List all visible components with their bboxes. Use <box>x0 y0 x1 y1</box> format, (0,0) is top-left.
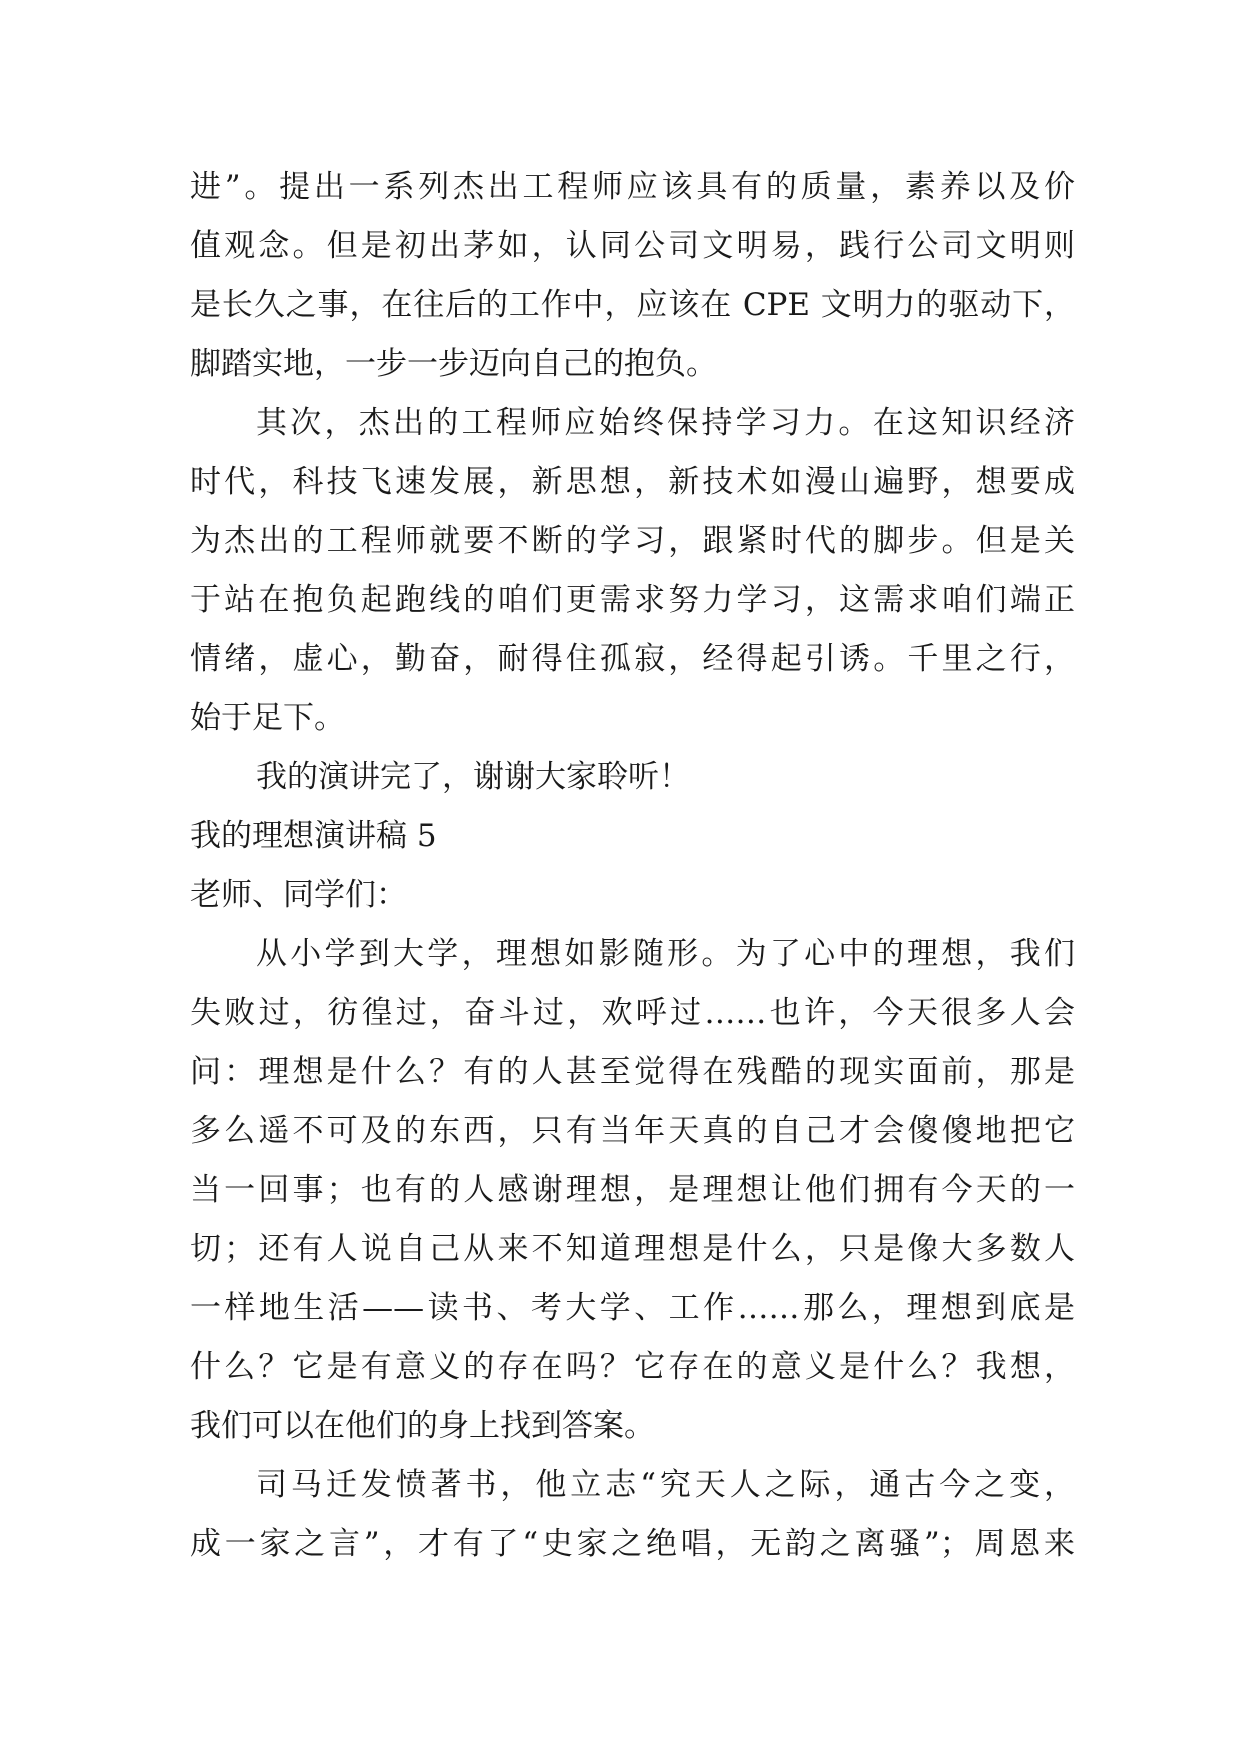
text-line: 我的演讲完了，谢谢大家聆听！ <box>256 759 690 795</box>
text-line: 一样地生活——读书、考大学、工作……那么，理想到底是 <box>190 1290 1075 1326</box>
text-line: 从小学到大学，理想如影随形。为了心中的理想，我们 <box>256 936 1075 972</box>
document-body <box>190 158 1075 1574</box>
text-line: 什么？它是有意义的存在吗？它存在的意义是什么？我想， <box>190 1349 1075 1385</box>
text-line: 是长久之事，在往后的工作中，应该在 CPE 文明力的驱动下， <box>190 287 1075 323</box>
text-line: 于站在抱负起跑线的咱们更需求努力学习，这需求咱们端正 <box>190 582 1075 618</box>
text-line: 我们可以在他们的身上找到答案。 <box>190 1408 655 1444</box>
text-line: 成一家之言”，才有了“史家之绝唱，无韵之离骚”；周恩来 <box>190 1526 1075 1562</box>
text-line: 时代，科技飞速发展，新思想，新技术如漫山遍野，想要成 <box>190 464 1075 500</box>
text-line: 当一回事；也有的人感谢理想，是理想让他们拥有今天的一 <box>190 1172 1075 1208</box>
text-line: 我的理想演讲稿 5 <box>190 818 437 854</box>
text-line: 脚踏实地，一步一步迈向自己的抱负。 <box>190 346 717 382</box>
text-line: 老师、同学们： <box>190 877 407 913</box>
text-line: 情绪，虚心，勤奋，耐得住孤寂，经得起引诱。千里之行， <box>190 641 1075 677</box>
text-line: 其次，杰出的工程师应始终保持学习力。在这知识经济 <box>256 405 1075 441</box>
text-line: 切；还有人说自己从来不知道理想是什么，只是像大多数人 <box>190 1231 1075 1267</box>
text-line: 失败过，彷徨过，奋斗过，欢呼过……也许，今天很多人会 <box>190 995 1075 1031</box>
text-line: 为杰出的工程师就要不断的学习，跟紧时代的脚步。但是关 <box>190 523 1075 559</box>
text-line: 值观念。但是初出茅如，认同公司文明易，践行公司文明则 <box>190 228 1075 264</box>
text-line: 问：理想是什么？有的人甚至觉得在残酷的现实面前，那是 <box>190 1054 1075 1090</box>
text-line: 司马迁发愤著书，他立志“究天人之际，通古今之变， <box>256 1467 1075 1503</box>
text-line: 始于足下。 <box>190 700 345 736</box>
text-line: 多么遥不可及的东西，只有当年天真的自己才会傻傻地把它 <box>190 1113 1075 1149</box>
text-line: 进”。提出一系列杰出工程师应该具有的质量，素养以及价 <box>190 169 1075 205</box>
